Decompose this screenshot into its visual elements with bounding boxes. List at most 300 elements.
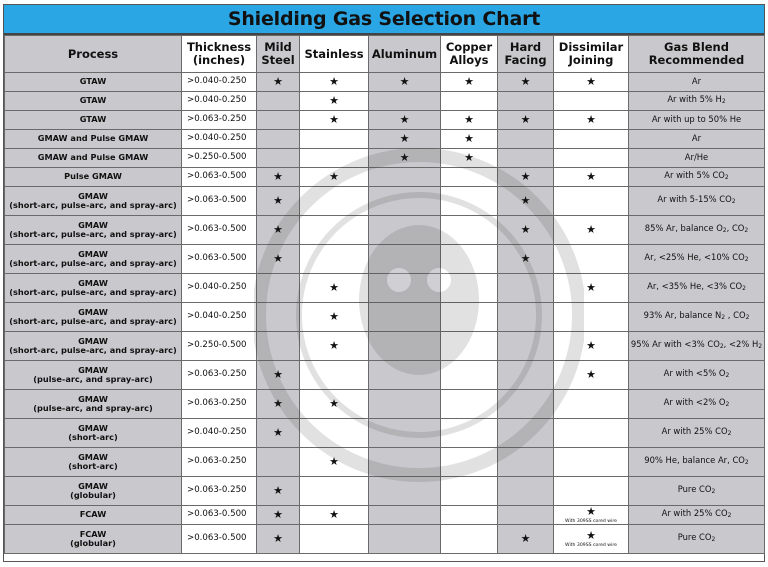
thickness-cell: >0.040-0.250 xyxy=(182,303,257,332)
gas-blend-cell xyxy=(629,245,765,274)
process-cell xyxy=(5,448,182,477)
table-row xyxy=(5,187,765,216)
gas-blend-cell xyxy=(629,111,765,130)
dissimilar-joining-cell xyxy=(554,303,629,332)
dissimilar-joining-cell xyxy=(554,130,629,149)
table-row xyxy=(5,245,765,274)
mild-steel-cell xyxy=(257,332,300,361)
mild-steel-cell xyxy=(257,149,300,168)
star-icon: ★ xyxy=(273,252,283,266)
copper-alloys-cell xyxy=(441,111,498,130)
process-cell xyxy=(5,168,182,187)
thickness-cell: >0.063-0.250 xyxy=(182,361,257,390)
star-icon: ★ xyxy=(273,508,283,522)
stainless-cell xyxy=(300,73,369,92)
copper-alloys-cell xyxy=(441,390,498,419)
dissimilar-joining-cell xyxy=(554,149,629,168)
thickness-cell: >0.040-0.250 xyxy=(182,130,257,149)
star-icon: ★ xyxy=(329,113,339,127)
star-icon: ★ xyxy=(520,532,531,546)
copper-alloys-cell xyxy=(441,130,498,149)
gas-blend-text: Ar xyxy=(691,76,702,87)
copper-alloys-cell xyxy=(441,477,498,506)
star-icon: ★ xyxy=(520,170,531,184)
gas-blend-cell xyxy=(629,525,765,554)
process-cell xyxy=(5,73,182,92)
stainless-cell xyxy=(300,130,369,149)
process-name: GMAW xyxy=(78,364,108,375)
process-cell xyxy=(5,332,182,361)
gas-blend-text: Ar with up to 50% He xyxy=(651,114,742,125)
gas-subscript: 2 xyxy=(727,430,732,438)
process-cell xyxy=(5,92,182,111)
gas-blend-tail: , CO xyxy=(726,223,745,234)
stainless-cell xyxy=(300,506,369,525)
hard-facing-cell xyxy=(498,390,554,419)
chart-container xyxy=(3,4,765,562)
star-icon: ★ xyxy=(464,113,474,127)
dissimilar-joining-cell xyxy=(554,525,629,554)
copper-alloys-cell xyxy=(441,149,498,168)
dissimilar-joining-cell xyxy=(554,274,629,303)
process-subtype: (short-arc, pulse-arc, and spray-arc) xyxy=(9,229,177,239)
gas-blend-text: Ar with 5% CO xyxy=(664,170,725,181)
header-mild-steel xyxy=(257,36,300,73)
stainless-cell xyxy=(300,149,369,168)
gas-blend-cell xyxy=(629,274,765,303)
star-icon: ★ xyxy=(464,151,474,165)
gas-blend-tail: , <2% H xyxy=(723,339,759,350)
gas-blend-cell xyxy=(629,303,765,332)
aluminum-cell xyxy=(369,506,441,525)
header-thickness xyxy=(182,36,257,73)
cored-wire-note: With 309SS cored wire xyxy=(565,542,617,548)
gas-subscript: 2 xyxy=(758,343,763,351)
stainless-cell xyxy=(300,245,369,274)
table-row xyxy=(5,303,765,332)
table-row xyxy=(5,361,765,390)
mild-steel-cell xyxy=(257,168,300,187)
star-icon: ★ xyxy=(329,94,339,108)
process-subtype: (short-arc) xyxy=(68,432,118,442)
gas-blend-text: Ar, <35% He, <3% CO xyxy=(647,281,743,292)
aluminum-cell xyxy=(369,149,441,168)
dissimilar-joining-cell xyxy=(554,332,629,361)
stainless-cell xyxy=(300,419,369,448)
dissimilar-joining-cell xyxy=(554,187,629,216)
header-dissimilar-line2: Joining xyxy=(568,53,614,67)
gas-blend-text: Ar with 5-15% CO xyxy=(657,194,732,205)
process-subtype: (globular) xyxy=(70,490,116,500)
process-name: Pulse GMAW xyxy=(64,171,122,182)
hard-facing-cell xyxy=(498,130,554,149)
process-cell xyxy=(5,525,182,554)
gas-blend-text: Ar with 25% CO xyxy=(661,508,728,519)
aluminum-cell xyxy=(369,111,441,130)
process-subtype: (globular) xyxy=(70,538,116,548)
gas-subscript: 2 xyxy=(711,488,716,496)
gas-blend-text: 90% He, balance Ar, CO xyxy=(644,455,745,466)
process-cell xyxy=(5,130,182,149)
process-cell xyxy=(5,506,182,525)
star-icon: ★ xyxy=(329,75,339,89)
gas-blend-cell xyxy=(629,216,765,245)
process-subtype: (short-arc, pulse-arc, and spray-arc) xyxy=(9,287,177,297)
gas-subscript: 2 xyxy=(724,174,729,182)
star-icon: ★ xyxy=(586,339,596,353)
copper-alloys-cell xyxy=(441,332,498,361)
thickness-cell: >0.063-0.500 xyxy=(182,525,257,554)
hard-facing-cell xyxy=(498,525,554,554)
gas-subscript: 2 xyxy=(742,285,746,293)
process-name: GMAW xyxy=(78,480,108,491)
mild-steel-cell xyxy=(257,187,300,216)
gas-blend-text: Pure CO xyxy=(677,532,712,543)
gas-subscript: 2 xyxy=(744,459,749,467)
header-copper-line2: Alloys xyxy=(449,53,489,67)
stainless-cell xyxy=(300,168,369,187)
header-stainless: Stainless xyxy=(300,36,369,73)
star-icon: ★ xyxy=(520,113,531,127)
copper-alloys-cell xyxy=(441,216,498,245)
header-hard-facing xyxy=(498,36,554,73)
star-icon: ★ xyxy=(273,170,283,184)
stainless-cell xyxy=(300,525,369,554)
thickness-cell: >0.063-0.250 xyxy=(182,390,257,419)
hard-facing-cell xyxy=(498,149,554,168)
dissimilar-joining-cell xyxy=(554,390,629,419)
header-blend-line2: Recommended xyxy=(648,53,745,67)
gas-subscript: 2 xyxy=(725,372,730,380)
aluminum-cell xyxy=(369,168,441,187)
gas-blend-text: 85% Ar, balance O xyxy=(644,223,723,234)
gas-blend-cell xyxy=(629,73,765,92)
title-bar xyxy=(4,5,764,35)
header-dissimilar-line1: Dissimilar xyxy=(558,40,624,54)
star-icon: ★ xyxy=(329,310,339,324)
process-cell xyxy=(5,149,182,168)
star-icon: ★ xyxy=(520,194,531,208)
star-icon: ★ xyxy=(399,113,410,127)
gas-subscript: 2 xyxy=(719,343,724,351)
copper-alloys-cell xyxy=(441,303,498,332)
star-icon: ★ xyxy=(520,252,531,266)
table-row xyxy=(5,332,765,361)
mild-steel-cell xyxy=(257,73,300,92)
star-icon: ★ xyxy=(329,455,339,469)
gas-subscript: 2 xyxy=(745,314,750,322)
dissimilar-joining-cell xyxy=(554,361,629,390)
process-cell xyxy=(5,274,182,303)
star-icon: ★ xyxy=(399,75,410,89)
table-row xyxy=(5,130,765,149)
process-cell xyxy=(5,187,182,216)
process-name: GTAW xyxy=(79,95,107,106)
gas-blend-text: 93% Ar, balance N xyxy=(643,310,722,321)
gas-subscript: 2 xyxy=(722,227,727,235)
stainless-cell xyxy=(300,187,369,216)
aluminum-cell xyxy=(369,130,441,149)
hard-facing-cell xyxy=(498,477,554,506)
star-icon: ★ xyxy=(329,170,339,184)
mild-steel-cell xyxy=(257,303,300,332)
dissimilar-joining-cell xyxy=(554,168,629,187)
copper-alloys-cell xyxy=(441,187,498,216)
process-subtype: (short-arc, pulse-arc, and spray-arc) xyxy=(9,200,177,210)
star-icon: ★ xyxy=(586,75,596,89)
star-icon: ★ xyxy=(273,223,283,237)
copper-alloys-cell xyxy=(441,525,498,554)
process-subtype: (pulse-arc, and spray-arc) xyxy=(33,403,153,413)
aluminum-cell xyxy=(369,303,441,332)
hard-facing-cell xyxy=(498,73,554,92)
process-cell xyxy=(5,303,182,332)
gas-blend-text: Ar with <5% O xyxy=(663,368,726,379)
process-name: GMAW and Pulse GMAW xyxy=(37,152,149,163)
copper-alloys-cell xyxy=(441,245,498,274)
copper-alloys-cell xyxy=(441,92,498,111)
hard-facing-cell xyxy=(498,274,554,303)
gas-blend-cell xyxy=(629,168,765,187)
aluminum-cell xyxy=(369,245,441,274)
gas-blend-cell xyxy=(629,419,765,448)
hard-facing-cell xyxy=(498,187,554,216)
dissimilar-joining-cell xyxy=(554,216,629,245)
hard-facing-cell xyxy=(498,168,554,187)
process-subtype: (pulse-arc, and spray-arc) xyxy=(33,374,153,384)
header-gas-blend xyxy=(629,36,765,73)
gas-blend-text: Ar xyxy=(691,133,702,144)
dissimilar-joining-cell xyxy=(554,92,629,111)
process-cell xyxy=(5,419,182,448)
thickness-cell: >0.063-0.500 xyxy=(182,187,257,216)
header-aluminum: Aluminum xyxy=(369,36,441,73)
star-icon: ★ xyxy=(586,529,596,543)
copper-alloys-cell xyxy=(441,168,498,187)
table-row xyxy=(5,149,765,168)
thickness-cell: >0.063-0.250 xyxy=(182,477,257,506)
hard-facing-cell xyxy=(498,332,554,361)
thickness-cell: >0.063-0.250 xyxy=(182,111,257,130)
aluminum-cell xyxy=(369,361,441,390)
hard-facing-cell xyxy=(498,419,554,448)
aluminum-cell xyxy=(369,477,441,506)
dissimilar-joining-cell xyxy=(554,477,629,506)
table-row xyxy=(5,92,765,111)
header-hard-line1: Hard xyxy=(509,40,542,54)
process-name: FCAW xyxy=(79,528,107,539)
star-icon: ★ xyxy=(273,75,283,89)
process-name: GMAW and Pulse GMAW xyxy=(37,133,149,144)
process-name: GTAW xyxy=(79,114,107,125)
star-icon: ★ xyxy=(273,194,283,208)
thickness-cell: >0.063-0.500 xyxy=(182,216,257,245)
star-icon: ★ xyxy=(520,75,531,89)
gas-blend-tail: , CO xyxy=(725,310,746,321)
hard-facing-cell xyxy=(498,303,554,332)
process-name: GMAW xyxy=(78,190,108,201)
thickness-cell: >0.063-0.250 xyxy=(182,448,257,477)
process-name: GMAW xyxy=(78,393,108,404)
star-icon: ★ xyxy=(273,484,283,498)
process-cell xyxy=(5,477,182,506)
mild-steel-cell xyxy=(257,216,300,245)
chart-title: Shielding Gas Selection Chart xyxy=(227,8,541,30)
gas-subscript: 2 xyxy=(721,314,726,322)
header-row xyxy=(5,36,765,73)
hard-facing-cell xyxy=(498,448,554,477)
star-icon: ★ xyxy=(329,339,339,353)
aluminum-cell xyxy=(369,419,441,448)
thickness-cell: >0.250-0.500 xyxy=(182,149,257,168)
hard-facing-cell xyxy=(498,111,554,130)
dissimilar-joining-cell xyxy=(554,111,629,130)
thickness-cell: >0.040-0.250 xyxy=(182,92,257,111)
table-row xyxy=(5,506,765,525)
header-thickness-line2: (inches) xyxy=(192,53,246,67)
aluminum-cell xyxy=(369,332,441,361)
process-name: GMAW xyxy=(78,277,108,288)
thickness-cell: >0.040-0.250 xyxy=(182,274,257,303)
process-cell xyxy=(5,390,182,419)
aluminum-cell xyxy=(369,73,441,92)
thickness-cell: >0.040-0.250 xyxy=(182,419,257,448)
header-blend-line1: Gas Blend xyxy=(664,40,729,54)
table-row xyxy=(5,477,765,506)
star-icon: ★ xyxy=(329,508,339,522)
mild-steel-cell xyxy=(257,506,300,525)
thickness-cell: >0.040-0.250 xyxy=(182,73,257,92)
star-icon: ★ xyxy=(273,368,283,382)
gas-subscript: 2 xyxy=(725,401,730,409)
gas-blend-cell xyxy=(629,332,765,361)
gas-subscript: 2 xyxy=(744,256,749,264)
dissimilar-joining-cell xyxy=(554,245,629,274)
copper-alloys-cell xyxy=(441,419,498,448)
dissimilar-joining-cell xyxy=(554,73,629,92)
gas-blend-text: Pure CO xyxy=(677,484,712,495)
process-name: GMAW xyxy=(78,422,108,433)
cored-wire-note: With 309SS cored wire xyxy=(565,518,617,524)
copper-alloys-cell xyxy=(441,448,498,477)
header-dissimilar-joining xyxy=(554,36,629,73)
stainless-cell xyxy=(300,390,369,419)
mild-steel-cell xyxy=(257,130,300,149)
stainless-cell xyxy=(300,111,369,130)
star-icon: ★ xyxy=(273,397,283,411)
thickness-cell: >0.063-0.500 xyxy=(182,245,257,274)
stainless-cell xyxy=(300,303,369,332)
star-icon: ★ xyxy=(329,281,339,295)
process-subtype: (short-arc, pulse-arc, and spray-arc) xyxy=(9,316,177,326)
aluminum-cell xyxy=(369,525,441,554)
aluminum-cell xyxy=(369,92,441,111)
gas-selection-table xyxy=(4,35,765,554)
gas-blend-cell xyxy=(629,130,765,149)
table-row xyxy=(5,111,765,130)
process-name: GMAW xyxy=(78,451,108,462)
process-name: GMAW xyxy=(78,306,108,317)
process-name: GMAW xyxy=(78,248,108,259)
process-name: GTAW xyxy=(79,76,107,87)
hard-facing-cell xyxy=(498,245,554,274)
header-copper-line1: Copper xyxy=(445,40,493,54)
process-cell xyxy=(5,361,182,390)
mild-steel-cell xyxy=(257,448,300,477)
thickness-cell: >0.063-0.500 xyxy=(182,168,257,187)
star-icon: ★ xyxy=(586,281,596,295)
star-icon: ★ xyxy=(586,223,596,237)
stainless-cell xyxy=(300,332,369,361)
gas-subscript: 2 xyxy=(731,198,736,206)
gas-blend-cell xyxy=(629,506,765,525)
mild-steel-cell xyxy=(257,390,300,419)
table-row xyxy=(5,168,765,187)
star-icon: ★ xyxy=(329,397,339,411)
gas-blend-cell xyxy=(629,92,765,111)
hard-facing-cell xyxy=(498,216,554,245)
mild-steel-cell xyxy=(257,274,300,303)
mild-steel-cell xyxy=(257,111,300,130)
gas-subscript: 2 xyxy=(744,227,749,235)
copper-alloys-cell xyxy=(441,73,498,92)
gas-blend-text: Ar/He xyxy=(684,152,709,163)
star-icon: ★ xyxy=(586,368,596,382)
star-icon: ★ xyxy=(464,132,474,146)
header-process: Process xyxy=(5,36,182,73)
stainless-cell xyxy=(300,448,369,477)
mild-steel-cell xyxy=(257,361,300,390)
stainless-cell xyxy=(300,477,369,506)
star-icon: ★ xyxy=(586,113,596,127)
aluminum-cell xyxy=(369,448,441,477)
process-cell xyxy=(5,111,182,130)
gas-blend-text: Ar, <25% He, <10% CO xyxy=(644,252,745,263)
star-icon: ★ xyxy=(273,426,283,440)
star-icon: ★ xyxy=(273,532,283,546)
process-subtype: (short-arc, pulse-arc, and spray-arc) xyxy=(9,345,177,355)
gas-blend-cell xyxy=(629,448,765,477)
star-icon: ★ xyxy=(399,132,410,146)
gas-subscript: 2 xyxy=(721,98,726,106)
header-hard-line2: Facing xyxy=(504,53,547,67)
gas-subscript: 2 xyxy=(711,536,716,544)
process-name: FCAW xyxy=(79,509,107,520)
stainless-cell xyxy=(300,274,369,303)
stainless-cell xyxy=(300,361,369,390)
mild-steel-cell xyxy=(257,525,300,554)
gas-subscript: 2 xyxy=(727,512,732,520)
gas-blend-cell xyxy=(629,149,765,168)
dissimilar-joining-cell xyxy=(554,506,629,525)
aluminum-cell xyxy=(369,274,441,303)
aluminum-cell xyxy=(369,187,441,216)
star-icon: ★ xyxy=(520,223,531,237)
aluminum-cell xyxy=(369,390,441,419)
process-subtype: (short-arc, pulse-arc, and spray-arc) xyxy=(9,258,177,268)
star-icon: ★ xyxy=(586,170,596,184)
gas-blend-text: 95% Ar with <3% CO xyxy=(630,339,720,350)
table-row xyxy=(5,448,765,477)
header-mild-line2: Steel xyxy=(261,53,295,67)
table-row xyxy=(5,274,765,303)
header-mild-line1: Mild xyxy=(264,40,292,54)
header-thickness-line1: Thickness xyxy=(186,40,252,54)
process-name: GMAW xyxy=(78,335,108,346)
dissimilar-joining-cell xyxy=(554,419,629,448)
table-row xyxy=(5,390,765,419)
copper-alloys-cell xyxy=(441,506,498,525)
